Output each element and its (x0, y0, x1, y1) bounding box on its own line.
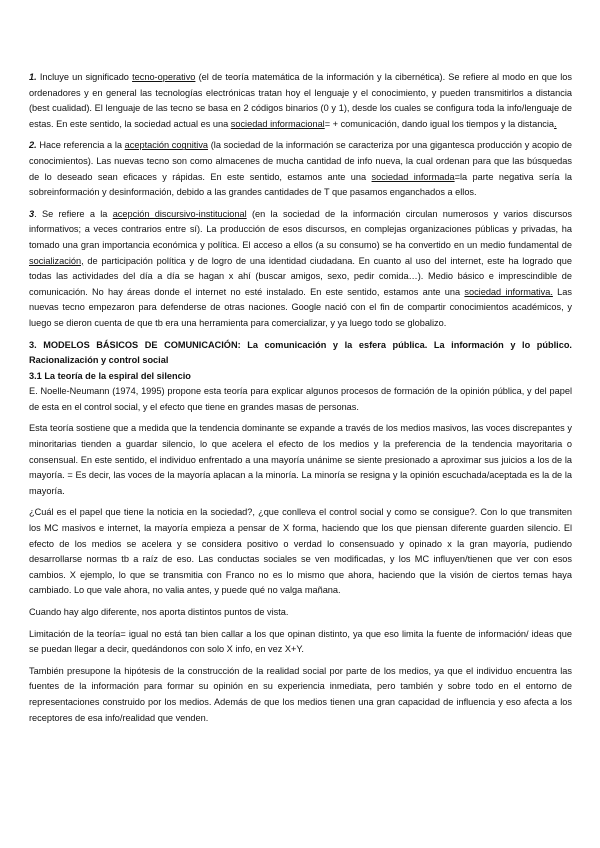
section-title: 3. MODELOS BÁSICOS DE COMUNICACIÓN (29, 339, 238, 350)
paragraph-7: Limitación de la teoría= igual no está tan bien callar a los que opinan distinto, ya que eso limita la fuente de información/ ideas que se puedan llegar a decir, quedándonos con solo X info, en vez X+Y. (29, 628, 572, 655)
paragraph-4: Esta teoría sostiene que a medida que la tendencia dominante se expande a través de los medios masivos, las voces discrepantes y minoritarias tienden a guardar silencio, lo que acelera el efecto de los medios y la preferencia de la tendencia mayoritaria o consensual. En este sentido, el individuo enfrentado a una mayoría unánime se siente presionado a aproximar sus juicios a los de la mayoría. = Es decir, las voces de la mayoría aplacan a la minoría. La minoría se resigna y la opinión escuchada/aceptada es la de la mayoría. (29, 423, 572, 496)
paragraph-text: . Se refiere a la (34, 208, 113, 219)
paragraph-text: Las nuevas tecno empezaron para defenderse de otras naciones. Google nació con el fin de compartir conocimientos académicos, y luego se dieron cuenta de que tb era una herramienta para comercializar, y ya luego todo se globalizo. (29, 286, 572, 328)
section-title-rest: : La comunicación y la esfera pública. La información y lo público. Racionalización y control social (29, 339, 572, 366)
paragraph-text: de participación política y de logro de una identidad ciudadana. En cuanto al uso del internet, este ha logrado que todas las actividades del día a día se hagan x ahí (buscar amigos, sexo, pedir comida…). Medio básico e imprescindible de comunicación. No hay áreas donde el internet no esté instalado. En este sentido, estamos ante una (29, 255, 572, 297)
paragraph-text: Incluye un significado (36, 72, 133, 82)
paragraph-3 (29, 207, 572, 332)
paragraph-text: = + comunicación, dando igual los tiempos y la distancia (324, 118, 555, 129)
paragraph-text: (el de teoría matemática de la información y la cibernética). Se refiere al modo en que los ordenadores y en general las tecnologías electrónicas tratan hoy el lenguaje y el conocimiento, y pueden transmitirlos a distancia (best cualidad). El lenguaje de las tecno se basa en 2 códigos binarios (0 y 1), desde los cuales se configura toda la info/lenguaje de estas. En este sentido, la sociedad actual es una (29, 72, 572, 129)
subsection-title: 3.1 La teoría de la espiral del silencio (29, 370, 191, 381)
underlined-term: sociedad informativa. (464, 286, 553, 297)
paragraph-number: 1. (29, 72, 37, 82)
paragraph-text: (en la sociedad de la información circulan numerosos y varios discursos informativos; a veces contrarios entre sí). La producción de esos discursos, en complejas organizaciones públicas y privadas, ha tomado una gran importancia económica y política. El acceso a ellos (a su consumo) se ha convertido en un medio fundamental de (29, 208, 572, 250)
underlined-term: acepción discursivo-institucional (112, 208, 247, 219)
underlined-term: sociedad informada (371, 171, 455, 182)
underlined-term: tecno-operativo (132, 72, 196, 82)
paragraph-number: 2. (29, 140, 37, 151)
paragraph-1 (29, 70, 572, 132)
paragraph-2 (29, 138, 572, 200)
section-intro: E. Noelle-Neumann (1974, 1995) propone esta teoría para explicar algunos procesos de formación de la opinión pública, y del papel de esta en el control social, y el efecto que tiene en grandes masas de personas. (29, 386, 572, 412)
paragraph-text: =la parte negativa sería la sobreinformación y desinformación, debido a las grandes cantidades de T que pasamos enganchados a ellos. (29, 171, 572, 198)
underlined-term: sociedad informacional (230, 118, 325, 129)
paragraph-text: (la sociedad de la información se caracteriza por una gigantesca producción y acopio de conocimientos). Las nuevas tecno son como almacenes de mucha cantidad de info nueva, la cual ordenan para que las búsquedas de lo deseado sean eficaces y rápidas. En este sentido, estamos ante una (29, 140, 572, 182)
document-page (29, 70, 572, 726)
underlined-term: socialización, (29, 255, 84, 266)
paragraph-6: Cuando hay algo diferente, nos aporta distintos puntos de vista. (29, 607, 289, 617)
paragraph-number: 3 (29, 208, 35, 219)
paragraph-5: ¿Cuál es el papel que tiene la noticia en la sociedad?, ¿que conlleva el control social y como se consigue?. Con lo que transmiten los MC masivos e internet, la mayoría empieza a pensar de X forma, haciendo que los que piensan diferente guarden silencio. El efecto de los medios se acelera y se considera positivo o verdad lo consensuado y opinado x la gran mayoría, pudiendo desarrollarse normas tb a raíz de eso. Las conductas sociales se ven modificadas, y los MC influyen/tienen que ver con esos cambios. X ejemplo, lo que se transmitia con Franco no es lo mismo que ahora, haciendo que la visión de ciertos temas haya cambiado. Lo que vale ahora, no valia antes, y puede qué no valga mañana. (29, 507, 572, 596)
section-heading (29, 338, 572, 369)
paragraph-text: Hace referencia a la (36, 140, 125, 151)
paragraph-8: También presupone la hipótesis de la construcción de la realidad social por parte de los medios, ya que el individuo encuentra las fuentes de la información para formar su opinión en su experiencia inmediata, pero también y sobre todo en el entorno de representaciones construido por los medios. Además de que los medios tienen una gran capacidad de influencia y eso afecta a los receptores de esa info/realidad que venden. (29, 665, 572, 723)
underlined-term: . (554, 118, 557, 129)
underlined-term: aceptación cognitiva (124, 140, 209, 151)
